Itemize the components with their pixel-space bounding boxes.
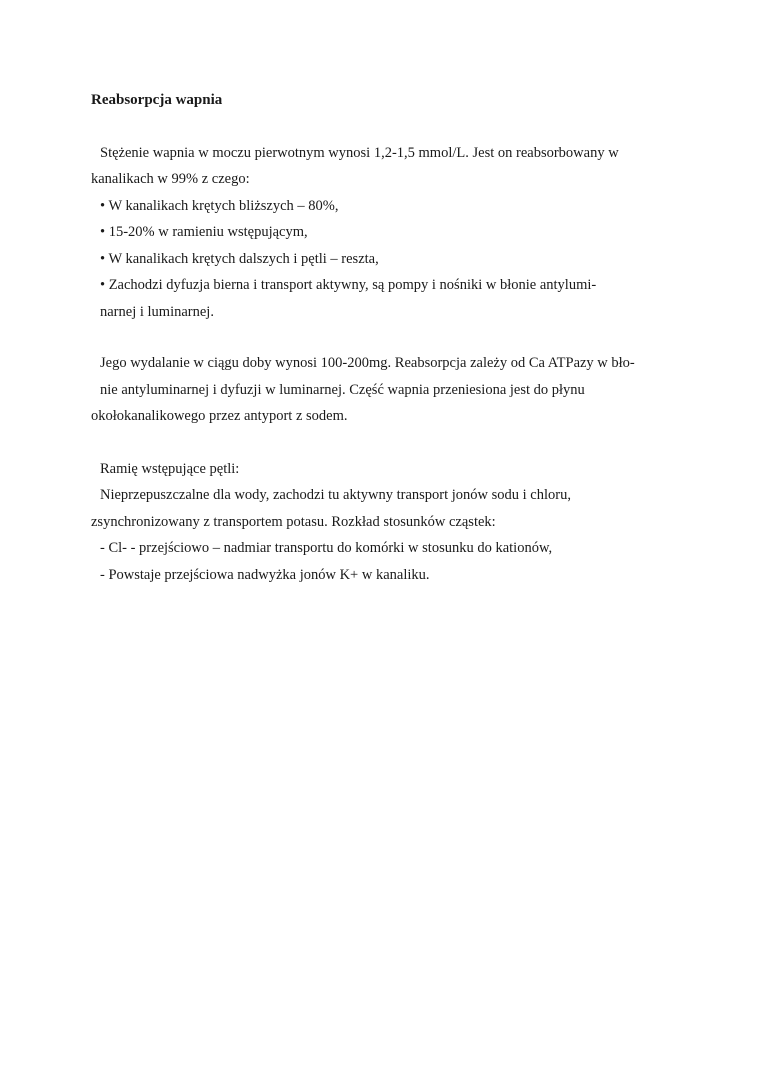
text-line: okołokanalikowego przez antyport z sodem. — [91, 408, 348, 424]
text-line: - Cl- - przejściowo – nadmiar transportu do komórki w stosunku do kationów, — [100, 540, 553, 556]
bullet-line: • 15-20% w ramieniu wstępującym, — [100, 224, 308, 240]
document-title: Reabsorpcja wapnia — [91, 92, 223, 108]
bullet-line: • W kanalikach krętych bliższych – 80%, — [100, 198, 339, 214]
text-line: kanalikach w 99% z czego: — [91, 171, 250, 187]
text-line: - Powstaje przejściowa nadwyżka jonów K+ w kanaliku. — [100, 567, 430, 583]
text-line: narnej i luminarnej. — [100, 304, 214, 320]
text-line: zsynchronizowany z transportem potasu. Rozkład stosunków cząstek: — [91, 514, 496, 530]
text-line: Nieprzepuszczalne dla wody, zachodzi tu aktywny transport jonów sodu i chloru, — [100, 487, 571, 503]
bullet-line: • Zachodzi dyfuzja bierna i transport aktywny, są pompy i nośniki w błonie antylumi- — [100, 277, 597, 293]
text-line: Jego wydalanie w ciągu doby wynosi 100-200mg. Reabsorpcja zależy od Ca ATPazy w bło- — [100, 355, 635, 371]
text-line: nie antyluminarnej i dyfuzji w luminarnej. Część wapnia przeniesiona jest do płynu — [100, 382, 585, 398]
bullet-line: • W kanalikach krętych dalszych i pętli – reszta, — [100, 251, 379, 267]
text-line: Ramię wstępujące pętli: — [100, 461, 240, 477]
text-line: Stężenie wapnia w moczu pierwotnym wynosi 1,2-1,5 mmol/L. Jest on reabsorbowany w — [100, 145, 619, 161]
